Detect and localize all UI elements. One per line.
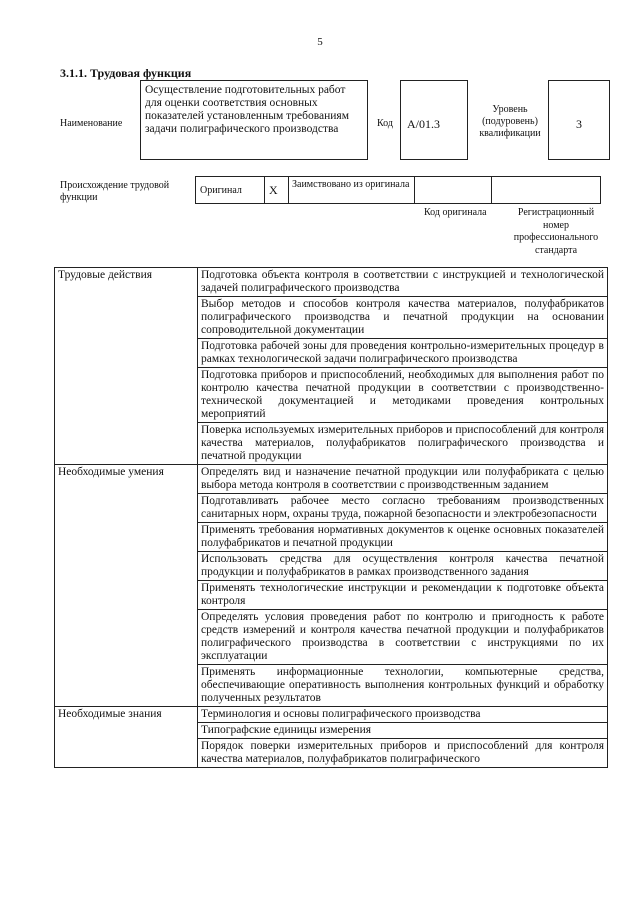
table-row bbox=[55, 465, 608, 494]
original-cell: Оригинал bbox=[195, 176, 265, 204]
labor-action-item: Поверка используемых измерительных приборов и приспособлений для контроля качества материалов, полуфабрикатов полиграфического производства и печатной продукции bbox=[198, 423, 608, 465]
origin-label: Происхождение трудовой функции bbox=[60, 180, 170, 203]
reg-number-label: Регистрационный номер профессионального стандарта bbox=[513, 207, 599, 256]
skill-item: Применять информационные технологии, компьютерные средства, обеспечивающие оперативность выполнения контрольных функций и обработку полученных результатов bbox=[198, 665, 608, 707]
knowledge-item: Терминология и основы полиграфического производства bbox=[198, 707, 608, 723]
page-number: 5 bbox=[317, 36, 323, 48]
knowledge-item: Типографские единицы измерения bbox=[198, 723, 608, 739]
function-name-field: Осуществление подготовительных работ для оценки соответствия основных показателей установленным требованиям задачи полиграфического производства bbox=[140, 80, 368, 160]
skill-item: Применять требования нормативных документов к оценке основных показателей полуфабрикатов и печатной продукции bbox=[198, 523, 608, 552]
labor-action-item: Подготовка рабочей зоны для проведения контрольно-измерительных процедур в рамках технологической задачи полиграфического производства bbox=[198, 339, 608, 368]
knowledge-item: Порядок поверки измерительных приборов и приспособлений для контроля качества материалов, полуфабрикатов полиграфического bbox=[198, 739, 608, 768]
origin-row bbox=[196, 176, 601, 204]
function-code-field: A/01.3 bbox=[400, 80, 468, 160]
table-row bbox=[55, 268, 608, 297]
category-label: Необходимые умения bbox=[55, 465, 198, 707]
function-details-table bbox=[54, 267, 608, 768]
skill-item: Определять условия проведения работ по контролю и пригодность к работе средств измерений и контроля качества печатной продукции и полуфабрикатов полиграфического производства в соответствии с инструкциями по их эксплуатации bbox=[198, 610, 608, 665]
skill-item: Применять технологические инструкции и рекомендации к подготовке объекта контроля bbox=[198, 581, 608, 610]
borrowed-cell: Заимствовано из оригинала bbox=[288, 176, 415, 204]
name-label: Наименование bbox=[60, 118, 123, 129]
code-original-cell bbox=[414, 176, 492, 204]
qualification-level-label: Уровень (подуровень) квалификации bbox=[479, 104, 541, 139]
labor-action-item: Подготовка приборов и приспособлений, необходимых для выполнения работ по контролю качества печатной продукции в соответствии с производственно-технической документацией и методиками проведения контрольных мероприятий bbox=[198, 368, 608, 423]
skill-item: Подготавливать рабочее место согласно требованиям производственных санитарных норм, охраны труда, пожарной безопасности и электробезопасности bbox=[198, 494, 608, 523]
skill-item: Определять вид и назначение печатной продукции или полуфабриката с целью выбора метода контроля в соответствии с производственным заданием bbox=[198, 465, 608, 494]
code-original-label: Код оригинала bbox=[424, 207, 487, 218]
labor-action-item: Выбор методов и способов контроля качества материалов, полуфабрикатов полиграфического производства и печатной продукции на основании сопроводительной документации bbox=[198, 297, 608, 339]
skill-item: Использовать средства для осуществления контроля качества печатной продукции и полуфабрикатов в рамках производственного задания bbox=[198, 552, 608, 581]
reg-number-cell bbox=[491, 176, 601, 204]
table-row bbox=[55, 707, 608, 723]
qualification-level-field: 3 bbox=[548, 80, 610, 160]
original-mark: X bbox=[264, 176, 289, 204]
category-label: Необходимые знания bbox=[55, 707, 198, 768]
code-label: Код bbox=[377, 118, 393, 129]
section-title: 3.1.1. Трудовая функция bbox=[60, 66, 192, 80]
category-label: Трудовые действия bbox=[55, 268, 198, 465]
labor-action-item: Подготовка объекта контроля в соответствии с инструкцией и технологической задачей полиграфического производства bbox=[198, 268, 608, 297]
